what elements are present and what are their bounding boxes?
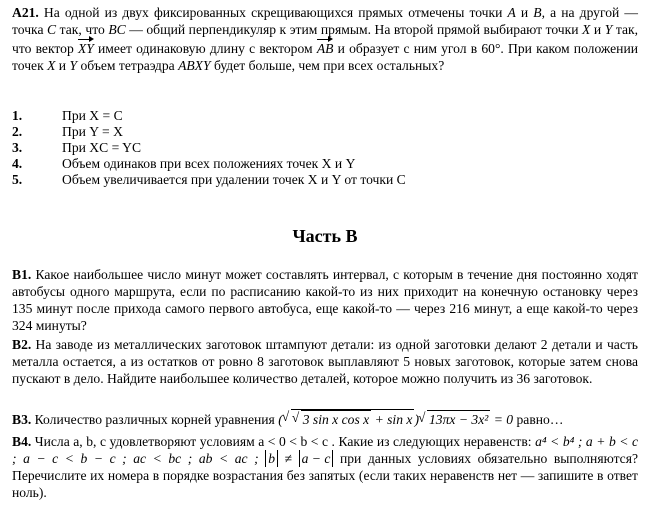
section-title: Часть В bbox=[292, 226, 358, 246]
answer-options bbox=[12, 108, 406, 188]
vector-ab: AB bbox=[317, 38, 334, 57]
answer-option-2[interactable]: 2. При Y = X bbox=[12, 124, 123, 139]
problem-b1: В1. Какое наибольшее число минут может составлять интервал, с которым в течение дня постоянно ходят автобусы одного маршрута, если по расписанию какой-то из них приходит на конечную остановку через 135 минут после прихода самого первого автобуса, еще какой-то — через 216 минут, а еще какой-то через 324 минуты? bbox=[12, 267, 638, 333]
answer-option-5[interactable]: 5. Объем увеличивается при удалении точек X и Y от точки C bbox=[12, 172, 406, 187]
problem-label: В2. bbox=[12, 337, 32, 352]
problem-a21: А21. На одной из двух фиксированных скрещивающихся прямых отмечены точки A и B, а на другой — точка C так, что BC — общий перпендикуляр к этим прямым. На второй прямой выбирают точки X и Y так, что вектор XY имеет одинаковую длину с вектором AB и образует с ним угол в 60°. При каком положении точек X и Y объем тетраэдра ABXY будет больше, чем при всех остальных? bbox=[12, 5, 639, 73]
problem-b2: В2. На заводе из металлических заготовок штампуют детали: из одной заготовки делают 2 детали и часть металла остается, а из остатков от ровно 8 заготовок выплавляют 5 новых заготовок, которые затем снова пускают в дело. Найдите наибольшее количество деталей, которое можно получить из 36 заготовок. bbox=[12, 337, 638, 386]
answer-option-4[interactable]: 4. Объем одинаков при всех положениях точек X и Y bbox=[12, 156, 356, 171]
problem-b4: В4. Числа a, b, c удовлетворяют условиям a < 0 < b < c . Какие из следующих неравенств: a⁴ < b⁴ ; a + b < c ; a − c < b − c ; ac < bc ; ab < ac ; b ≠ a − c при данных условиях обязательно выполняются? Перечислите их номера в порядке возрастания без запятых (если таких неравенств нет — запишите в ответ ноль). bbox=[12, 434, 638, 500]
problem-label: В3. bbox=[12, 412, 32, 427]
problem-label: В4. bbox=[12, 434, 32, 449]
sqrt-symbol: √ √ 3 sin x cos x + sin x bbox=[291, 409, 415, 428]
equation: (√ √ 3 sin x cos x + sin x )√ 13πx − 3x² = 0 bbox=[278, 409, 513, 428]
answer-option-3[interactable]: 3. При XC = YC bbox=[12, 140, 142, 155]
vector-xy: XY bbox=[78, 38, 94, 57]
problem-label: В1. bbox=[12, 267, 32, 282]
problem-b3: В3. Количество различных корней уравнения (√ √ 3 sin x cos x + sin x )√ 13πx − 3x² = 0 равно… bbox=[12, 409, 638, 428]
answer-option-1[interactable]: 1. При X = C bbox=[12, 108, 123, 123]
problem-label: А21. bbox=[12, 5, 39, 20]
